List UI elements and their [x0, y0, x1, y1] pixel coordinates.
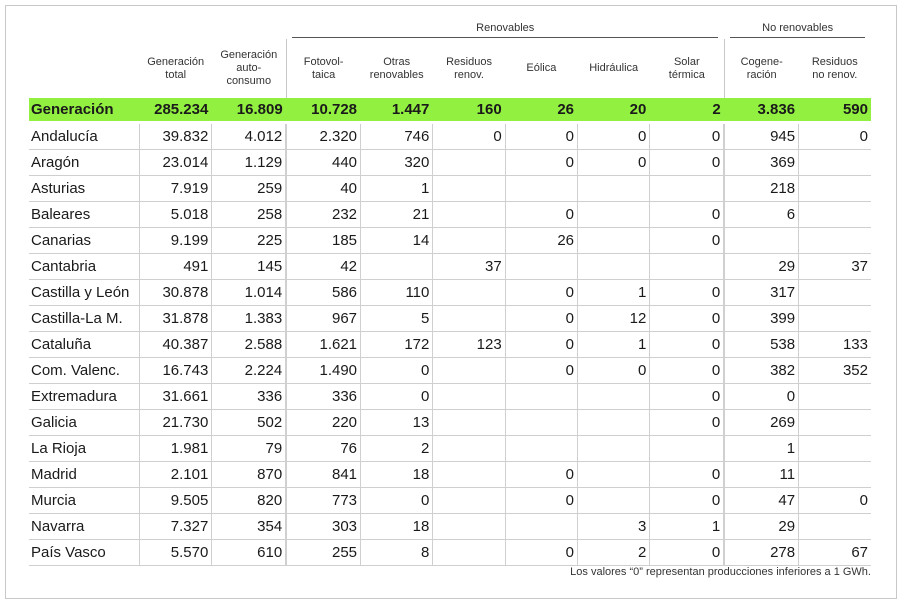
region-label: Aragón — [29, 150, 140, 176]
region-label: Castilla y León — [29, 280, 140, 306]
table-row — [29, 462, 871, 488]
table-cell: 0 — [505, 358, 577, 384]
table-cell: 538 — [724, 332, 798, 358]
table-cell — [433, 202, 505, 228]
table-row — [29, 410, 871, 436]
table-cell — [650, 176, 724, 202]
table-cell: 320 — [361, 150, 433, 176]
table-cell — [433, 306, 505, 332]
table-cell — [650, 436, 724, 462]
region-label: La Rioja — [29, 436, 140, 462]
table-cell: 0 — [799, 123, 871, 150]
total-cell: 16.809 — [212, 98, 286, 123]
total-cell: 3.836 — [724, 98, 798, 123]
table-cell: 382 — [724, 358, 798, 384]
column-header: Solar térmica — [668, 55, 705, 81]
table-cell: 1.621 — [286, 332, 360, 358]
table-cell: 232 — [286, 202, 360, 228]
table-cell: 29 — [724, 254, 798, 280]
group-renovables: Renovables — [286, 20, 724, 39]
table-cell: 2.320 — [286, 123, 360, 150]
table-cell: 37 — [433, 254, 505, 280]
region-label: País Vasco — [29, 540, 140, 566]
table-cell: 133 — [799, 332, 871, 358]
table-cell: 7.327 — [140, 514, 212, 540]
region-label: Cataluña — [29, 332, 140, 358]
table-cell: 67 — [799, 540, 871, 566]
table-cell: 0 — [505, 280, 577, 306]
table-cell: 610 — [212, 540, 286, 566]
table-cell: 39.832 — [140, 123, 212, 150]
table-cell: 3 — [578, 514, 650, 540]
table-cell: 773 — [286, 488, 360, 514]
table-cell — [433, 436, 505, 462]
total-row — [29, 98, 871, 123]
table-cell: 369 — [724, 150, 798, 176]
table-cell: 8 — [361, 540, 433, 566]
region-label: Baleares — [29, 202, 140, 228]
table-cell: 29 — [724, 514, 798, 540]
table-cell: 255 — [286, 540, 360, 566]
table-cell — [578, 410, 650, 436]
table-cell: 12 — [578, 306, 650, 332]
region-label: Extremadura — [29, 384, 140, 410]
table-cell — [578, 228, 650, 254]
table-row — [29, 176, 871, 202]
table-cell: 0 — [505, 540, 577, 566]
table-cell: 1 — [361, 176, 433, 202]
table-cell: 0 — [650, 332, 724, 358]
table-cell: 259 — [212, 176, 286, 202]
table-cell: 0 — [433, 123, 505, 150]
table-row — [29, 202, 871, 228]
column-header: Generación auto- consumo — [220, 49, 278, 87]
table-cell: 37 — [799, 254, 871, 280]
table-cell — [433, 150, 505, 176]
table-cell: 0 — [724, 384, 798, 410]
region-label: Cantabria — [29, 254, 140, 280]
table-cell: 841 — [286, 462, 360, 488]
table-cell: 336 — [212, 384, 286, 410]
table-cell: 1.014 — [212, 280, 286, 306]
total-cell: 590 — [799, 98, 871, 123]
region-label: Andalucía — [29, 123, 140, 150]
table-cell: 399 — [724, 306, 798, 332]
table-cell: 0 — [650, 202, 724, 228]
table-cell: 0 — [650, 123, 724, 150]
column-header: Generación total — [147, 55, 205, 81]
table-cell: 18 — [361, 462, 433, 488]
table-cell: 258 — [212, 202, 286, 228]
total-cell: 160 — [433, 98, 505, 123]
table-cell: 317 — [724, 280, 798, 306]
table-cell: 0 — [578, 123, 650, 150]
table-row — [29, 123, 871, 150]
table-cell: 5.570 — [140, 540, 212, 566]
table-cell — [505, 514, 577, 540]
table-cell: 303 — [286, 514, 360, 540]
table-cell — [799, 176, 871, 202]
table-cell: 0 — [650, 358, 724, 384]
table-cell — [433, 410, 505, 436]
table-cell: 945 — [724, 123, 798, 150]
table-cell — [433, 514, 505, 540]
table-cell: 967 — [286, 306, 360, 332]
table-cell: 278 — [724, 540, 798, 566]
table-cell: 502 — [212, 410, 286, 436]
column-header: Hidráulica — [589, 62, 639, 74]
region-label: Asturias — [29, 176, 140, 202]
table-cell: 123 — [433, 332, 505, 358]
table-cell: 40 — [286, 176, 360, 202]
table-cell: 1 — [578, 332, 650, 358]
table-cell — [799, 150, 871, 176]
table-cell: 4.012 — [212, 123, 286, 150]
table-cell: 2.101 — [140, 462, 212, 488]
table-row — [29, 254, 871, 280]
table-cell: 218 — [724, 176, 798, 202]
table-cell: 0 — [650, 150, 724, 176]
table-cell: 586 — [286, 280, 360, 306]
table-cell — [505, 254, 577, 280]
table-cell: 47 — [724, 488, 798, 514]
table-cell: 0 — [505, 306, 577, 332]
table-cell: 1 — [578, 280, 650, 306]
table-cell — [433, 358, 505, 384]
table-cell — [799, 306, 871, 332]
table-cell: 0 — [650, 540, 724, 566]
group-no-renovables: No renovables — [724, 20, 871, 39]
table-row — [29, 436, 871, 462]
table-cell: 820 — [212, 488, 286, 514]
total-cell: 10.728 — [286, 98, 360, 123]
table-cell: 5.018 — [140, 202, 212, 228]
table-cell: 0 — [650, 306, 724, 332]
total-cell: 20 — [578, 98, 650, 123]
region-label: Murcia — [29, 488, 140, 514]
table-cell: 42 — [286, 254, 360, 280]
table-cell: 76 — [286, 436, 360, 462]
table-cell: 0 — [505, 123, 577, 150]
table-cell — [433, 540, 505, 566]
table-cell: 1.490 — [286, 358, 360, 384]
table-cell — [799, 436, 871, 462]
table-cell — [578, 488, 650, 514]
table-cell: 9.505 — [140, 488, 212, 514]
table-cell: 0 — [650, 462, 724, 488]
region-label: Navarra — [29, 514, 140, 540]
column-header: Eólica — [526, 62, 557, 74]
table-row — [29, 150, 871, 176]
table-cell — [799, 228, 871, 254]
table-cell: 5 — [361, 306, 433, 332]
table-cell: 220 — [286, 410, 360, 436]
table-cell: 9.199 — [140, 228, 212, 254]
table-cell: 145 — [212, 254, 286, 280]
column-header: Cogene- ración — [724, 39, 798, 98]
table-cell: 0 — [361, 384, 433, 410]
table-cell — [578, 384, 650, 410]
table-row — [29, 540, 871, 566]
table-cell: 0 — [650, 488, 724, 514]
table-cell: 352 — [799, 358, 871, 384]
table-cell: 491 — [140, 254, 212, 280]
table-cell — [505, 384, 577, 410]
table-cell: 11 — [724, 462, 798, 488]
table-cell — [578, 254, 650, 280]
table-cell: 13 — [361, 410, 433, 436]
table-cell — [433, 280, 505, 306]
table-cell — [433, 384, 505, 410]
table-cell — [433, 488, 505, 514]
column-header: Residuos no renov. — [811, 55, 858, 81]
table-body — [29, 98, 871, 566]
table-cell: 2 — [361, 436, 433, 462]
table-cell: 0 — [578, 150, 650, 176]
generation-table — [29, 20, 871, 566]
table-cell: 1.383 — [212, 306, 286, 332]
table-cell — [799, 514, 871, 540]
table-cell: 1.129 — [212, 150, 286, 176]
table-cell: 7.919 — [140, 176, 212, 202]
table-cell: 18 — [361, 514, 433, 540]
table-cell: 6 — [724, 202, 798, 228]
table-row — [29, 280, 871, 306]
table-cell — [578, 436, 650, 462]
table-cell — [578, 462, 650, 488]
table-cell — [578, 202, 650, 228]
table-row — [29, 306, 871, 332]
table-cell: 0 — [650, 280, 724, 306]
table-row — [29, 358, 871, 384]
table-cell — [433, 462, 505, 488]
table-cell: 2 — [578, 540, 650, 566]
group-header-row — [29, 20, 871, 39]
table-cell: 354 — [212, 514, 286, 540]
table-cell: 31.661 — [140, 384, 212, 410]
table-cell: 0 — [505, 150, 577, 176]
table-cell — [799, 202, 871, 228]
total-cell: 285.234 — [140, 98, 212, 123]
column-header-row — [29, 39, 871, 98]
table-cell: 0 — [650, 410, 724, 436]
total-cell: 26 — [505, 98, 577, 123]
table-row — [29, 514, 871, 540]
table-cell: 2.224 — [212, 358, 286, 384]
table-cell: 336 — [286, 384, 360, 410]
table-cell: 0 — [505, 202, 577, 228]
table-cell: 31.878 — [140, 306, 212, 332]
table-cell: 0 — [361, 358, 433, 384]
table-cell — [505, 176, 577, 202]
table-cell: 0 — [505, 488, 577, 514]
table-cell — [578, 176, 650, 202]
table-cell — [724, 228, 798, 254]
table-cell: 2.588 — [212, 332, 286, 358]
table-cell: 870 — [212, 462, 286, 488]
table-row — [29, 384, 871, 410]
footnote: Los valores “0” representan producciones inferiores a 1 GWh. — [570, 566, 871, 578]
table-cell: 440 — [286, 150, 360, 176]
table-cell: 1 — [650, 514, 724, 540]
column-header: Fotovol- taica — [286, 39, 360, 98]
table-cell: 0 — [578, 358, 650, 384]
table-cell — [505, 410, 577, 436]
total-row-label: Generación — [29, 98, 140, 123]
table-cell: 21 — [361, 202, 433, 228]
table-cell: 746 — [361, 123, 433, 150]
region-label: Canarias — [29, 228, 140, 254]
table-cell — [799, 462, 871, 488]
column-header: Residuos renov. — [446, 55, 492, 81]
table-cell — [799, 280, 871, 306]
table-cell: 21.730 — [140, 410, 212, 436]
table-cell — [433, 228, 505, 254]
table-cell — [361, 254, 433, 280]
table-cell: 172 — [361, 332, 433, 358]
total-cell: 1.447 — [361, 98, 433, 123]
table-cell: 40.387 — [140, 332, 212, 358]
table-cell: 185 — [286, 228, 360, 254]
table-row — [29, 488, 871, 514]
table-cell: 79 — [212, 436, 286, 462]
table-cell: 0 — [361, 488, 433, 514]
region-label: Madrid — [29, 462, 140, 488]
table-cell: 0 — [505, 462, 577, 488]
region-label: Com. Valenc. — [29, 358, 140, 384]
table-cell — [650, 254, 724, 280]
table-cell: 26 — [505, 228, 577, 254]
table-cell: 225 — [212, 228, 286, 254]
table-cell: 0 — [799, 488, 871, 514]
table-cell: 110 — [361, 280, 433, 306]
region-label: Castilla-La M. — [29, 306, 140, 332]
table-cell: 269 — [724, 410, 798, 436]
table-cell: 23.014 — [140, 150, 212, 176]
column-header: Otras renovables — [369, 55, 424, 81]
table-cell — [505, 436, 577, 462]
table-cell — [433, 176, 505, 202]
table-row — [29, 332, 871, 358]
table-cell: 14 — [361, 228, 433, 254]
total-cell: 2 — [650, 98, 724, 123]
table-cell — [799, 410, 871, 436]
table-cell: 0 — [505, 332, 577, 358]
table-cell: 16.743 — [140, 358, 212, 384]
table-cell: 1 — [724, 436, 798, 462]
table-row — [29, 228, 871, 254]
table-cell — [799, 384, 871, 410]
table-cell: 1.981 — [140, 436, 212, 462]
table-cell: 0 — [650, 228, 724, 254]
table-cell: 30.878 — [140, 280, 212, 306]
table-cell: 0 — [650, 384, 724, 410]
region-label: Galicia — [29, 410, 140, 436]
